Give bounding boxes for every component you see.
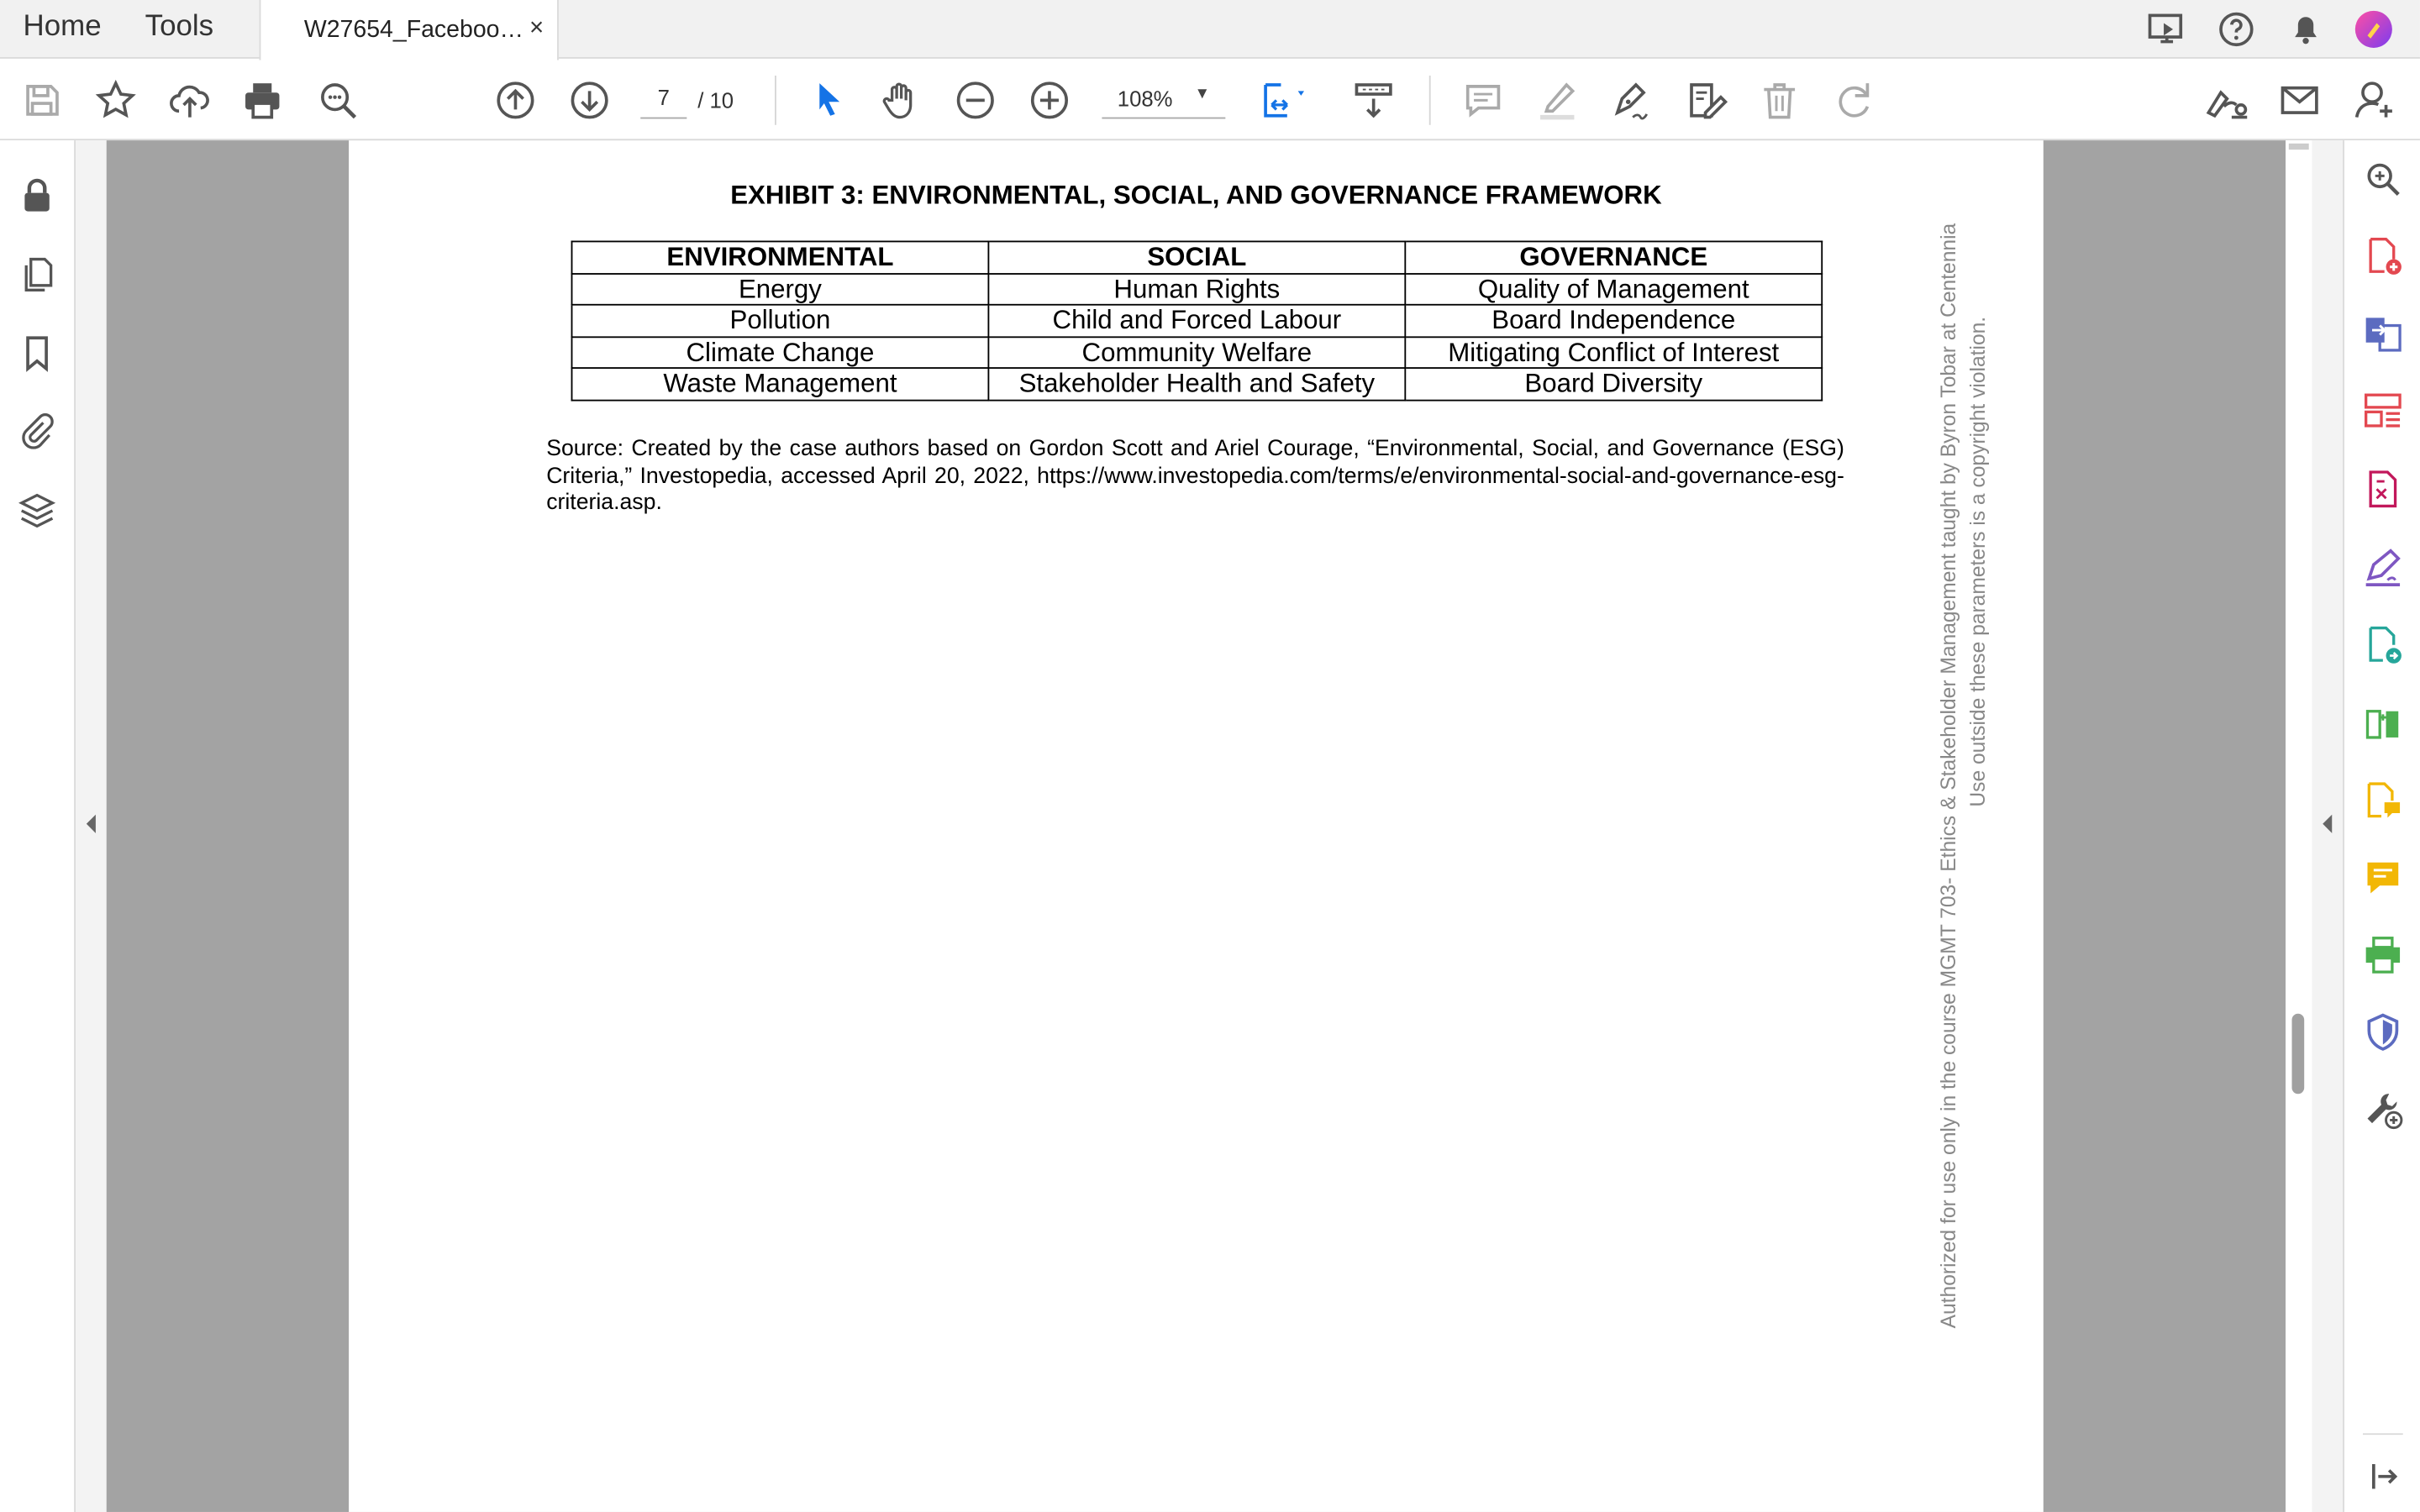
table-header-cell: GOVERNANCE (1405, 241, 1822, 273)
help-icon[interactable] (2215, 8, 2258, 50)
home-tab[interactable]: Home (23, 10, 102, 44)
upload-cloud-icon[interactable] (166, 76, 215, 125)
table-cell: Climate Change (571, 337, 988, 369)
vertical-scrollbar[interactable] (2286, 140, 2312, 1512)
toolbar-divider (775, 76, 776, 125)
bookmarks-icon[interactable] (15, 332, 58, 375)
previous-page-icon[interactable] (491, 76, 540, 125)
layers-icon[interactable] (15, 489, 58, 532)
rail-divider (2363, 1433, 2403, 1435)
esg-framework-table (571, 241, 1823, 402)
comment-tool-icon[interactable] (2361, 856, 2404, 899)
save-icon[interactable] (17, 76, 66, 125)
table-cell: Energy (571, 273, 988, 305)
main-toolbar (0, 60, 2420, 141)
close-tab-icon[interactable]: × (529, 15, 544, 42)
share-screen-icon[interactable] (2145, 8, 2188, 50)
table-header-row (571, 241, 1822, 273)
delete-trash-icon[interactable] (1754, 76, 1804, 125)
email-icon[interactable] (2275, 76, 2324, 125)
table-header-cell: SOCIAL (988, 241, 1405, 273)
document-tab[interactable] (260, 0, 559, 60)
collapse-panel-icon[interactable] (2361, 1455, 2404, 1498)
zoom-level-select[interactable] (1102, 81, 1225, 118)
comment-file-icon[interactable] (2361, 780, 2404, 822)
organize-pages-icon[interactable] (2361, 389, 2404, 432)
page-total-label: / 10 (697, 87, 734, 113)
attachments-paperclip-icon[interactable] (15, 409, 58, 452)
compress-pdf-icon[interactable] (2361, 468, 2404, 511)
tab-bar (0, 0, 2420, 59)
fill-sign-icon[interactable] (2361, 546, 2404, 589)
select-cursor-icon[interactable] (804, 76, 854, 125)
chevron-down-icon: ▾ (1197, 81, 1207, 104)
left-panel-collapse-strip[interactable] (76, 140, 107, 1512)
edit-text-icon[interactable] (1681, 76, 1730, 125)
document-viewer (107, 140, 2286, 1512)
print-production-icon[interactable] (2361, 933, 2404, 976)
table-cell: Board Diversity (1405, 369, 1822, 401)
source-note: Source: Created by the case authors based on Gordon Scott and Ariel Courage, “Environmental, Social, and Governance (ESG) Criteria,” Investopedia, accessed April 20, 2022, https://www.investopedia.com/terms/e/environmental-social-and-governance-esg-criteria.asp. (546, 436, 1844, 516)
print-icon[interactable] (238, 76, 287, 125)
bookmark-star-icon[interactable] (91, 76, 140, 125)
table-cell: Waste Management (571, 369, 988, 401)
table-row (571, 305, 1822, 337)
comment-icon[interactable] (1459, 76, 1508, 125)
export-pdf-icon[interactable] (2361, 312, 2404, 354)
collapse-right-arrow-icon[interactable] (2320, 813, 2335, 835)
page-number-input[interactable]: 7 (640, 85, 687, 118)
notification-bell-icon[interactable] (2284, 8, 2327, 50)
compare-files-icon[interactable] (2361, 702, 2404, 745)
scrollbar-thumb[interactable] (2291, 1014, 2304, 1095)
table-cell: Community Welfare (988, 337, 1405, 369)
page-thumbnails-icon[interactable] (15, 253, 58, 296)
highlight-pen-icon[interactable] (1533, 76, 1582, 125)
tools-tab[interactable]: Tools (145, 10, 214, 44)
table-cell: Human Rights (988, 273, 1405, 305)
create-pdf-icon[interactable] (2361, 234, 2404, 277)
watermark-line-2: Use outside these parameters is a copyright violation. (1965, 316, 1990, 807)
send-for-review-icon[interactable] (2361, 623, 2404, 666)
user-avatar-icon[interactable] (2352, 8, 2395, 50)
draw-signature-icon[interactable] (1605, 76, 1655, 125)
scrollbar-top-cap (2289, 144, 2309, 150)
next-page-icon[interactable] (565, 76, 614, 125)
table-cell: Pollution (571, 305, 988, 337)
table-cell: Board Independence (1405, 305, 1822, 337)
more-tools-icon[interactable] (2361, 1088, 2404, 1131)
hand-tool-icon[interactable] (876, 76, 926, 125)
zoom-out-icon[interactable] (950, 76, 1000, 125)
right-tools-rail (2343, 140, 2420, 1512)
search-icon[interactable] (313, 76, 363, 125)
protect-shield-icon[interactable] (2361, 1011, 2404, 1053)
document-tab-title: W27654_Faceboo… (303, 17, 523, 44)
table-row (571, 337, 1822, 369)
rotate-icon[interactable] (1828, 76, 1878, 125)
zoom-in-icon[interactable] (1025, 76, 1075, 125)
scroll-mode-icon[interactable] (1349, 76, 1398, 125)
left-navigation-rail (0, 140, 76, 1512)
copyright-watermark (1929, 140, 2022, 1344)
zoom-level-value: 108% (1117, 86, 1173, 112)
table-row (571, 273, 1822, 305)
pdf-page (349, 140, 2044, 1512)
collapse-left-arrow-icon[interactable] (83, 813, 98, 835)
right-panel-collapse-strip[interactable] (2312, 140, 2343, 1512)
table-row (571, 369, 1822, 401)
watermark-line-1: Authorized for use only in the course MGMT 703- Ethics & Stakeholder Management taught by Byron Tobar at Centennia (1937, 223, 1960, 1329)
table-header-cell: ENVIRONMENTAL (571, 241, 988, 273)
table-cell: Mitigating Conflict of Interest (1405, 337, 1822, 369)
table-cell: Child and Forced Labour (988, 305, 1405, 337)
exhibit-title: EXHIBIT 3: ENVIRONMENTAL, SOCIAL, AND GOVERNANCE FRAMEWORK (730, 180, 1662, 210)
toolbar-divider (1429, 76, 1431, 125)
lock-icon[interactable] (15, 175, 58, 218)
request-signature-icon[interactable] (2201, 76, 2250, 125)
table-cell: Quality of Management (1405, 273, 1822, 305)
table-cell: Stakeholder Health and Safety (988, 369, 1405, 401)
fit-page-icon[interactable] (1256, 76, 1306, 125)
share-user-icon[interactable] (2349, 76, 2398, 125)
find-zoom-icon[interactable] (2361, 157, 2404, 200)
